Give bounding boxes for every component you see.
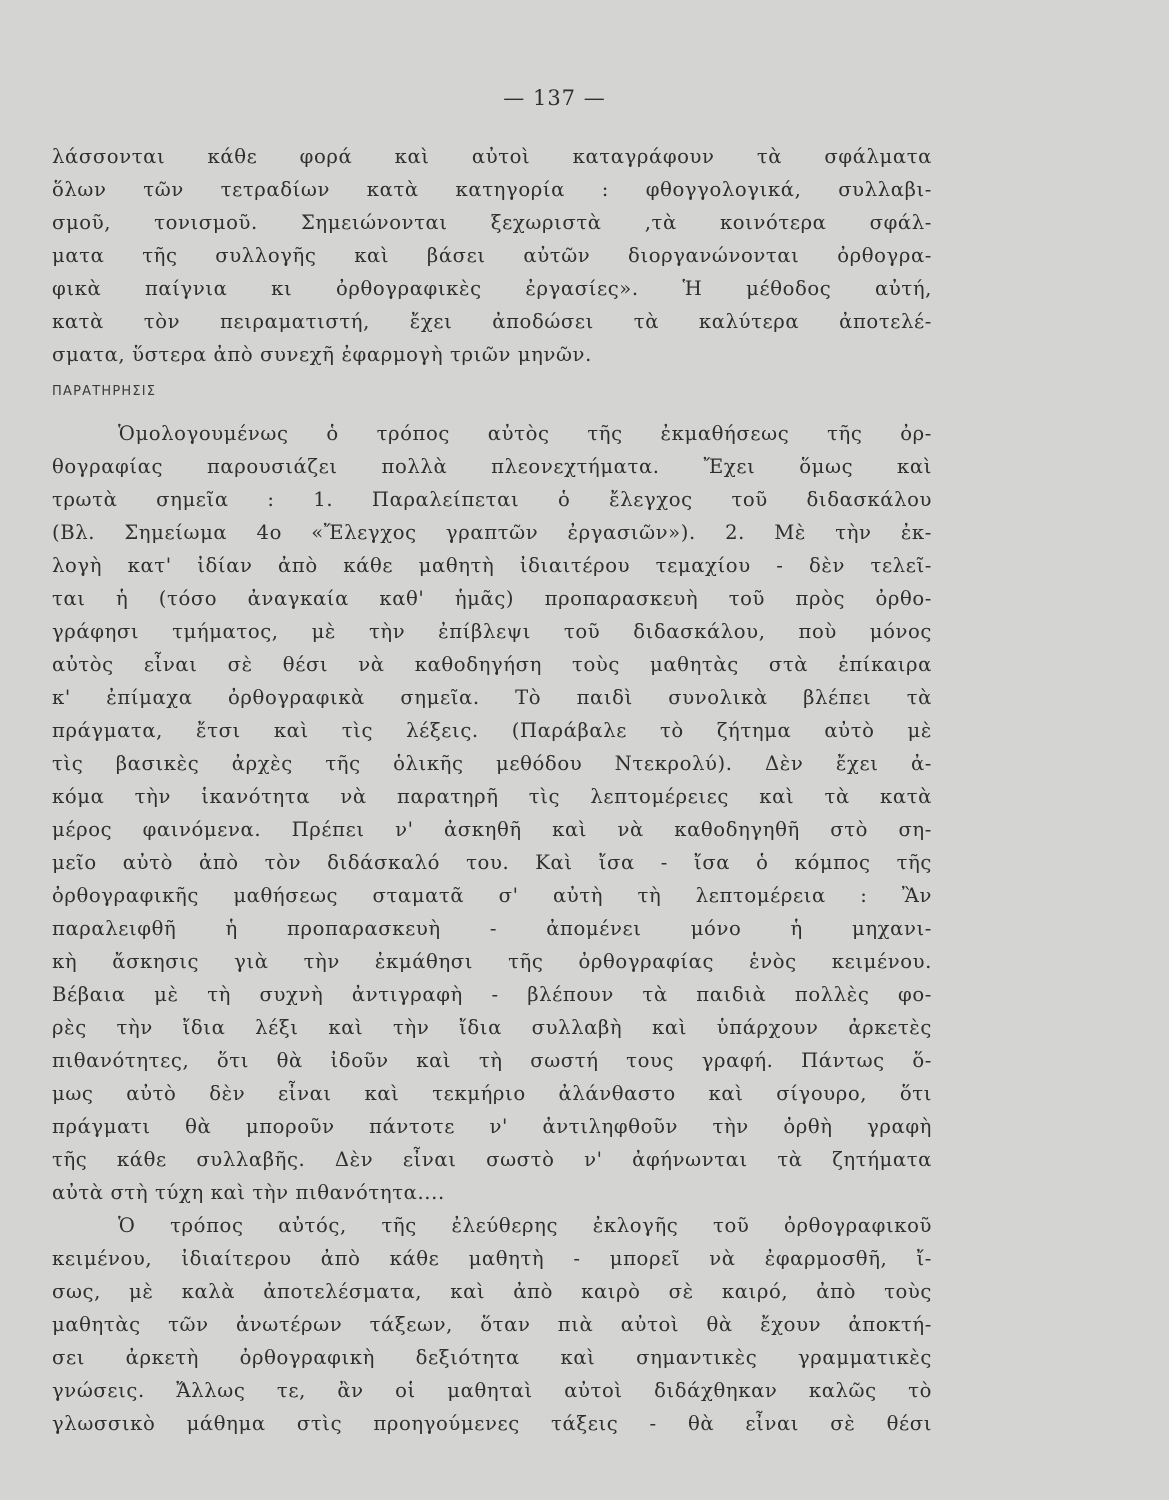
text-line: μεῖο αὐτὸ ἀπὸ τὸν διδάσκαλό του. Καὶ ἴσα - ἴσα ὁ κόμπος τῆς [52, 851, 932, 874]
text-line: γλωσσικὸ μάθημα στὶς προηγούμενες τάξεις - θὰ εἶναι σὲ θέσι [52, 1412, 932, 1435]
text-line: ρὲς τὴν ἴδια λέξι καὶ τὴν ἴδια συλλαβὴ καὶ ὑπάρχουν ἀρκετὲς [52, 1016, 932, 1039]
text-line: ὀρθογραφικῆς μαθήσεως σταματᾶ σ' αὐτὴ τὴ λεπτομέρεια : Ἂν [52, 884, 932, 907]
page-number: — 137 — [503, 86, 606, 110]
text-line: πιθανότητες, ὅτι θὰ ἰδοῦν καὶ τὴ σωστή τους γραφή. Πάντως ὅ- [52, 1049, 932, 1072]
text-line: ματα τῆς συλλογῆς καὶ βάσει αὐτῶν διοργανώνονται ὀρθογρα- [52, 244, 932, 267]
text-line: λάσσονται κάθε φορά καὶ αὐτοὶ καταγράφουν τὰ σφάλματα [52, 145, 932, 168]
text-line: τὶς βασικὲς ἀρχὲς τῆς ὁλικῆς μεθόδου Ντεκρολύ). Δὲν ἔχει ἀ- [52, 752, 932, 775]
text-line: θογραφίας παρουσιάζει πολλὰ πλεονεχτήματα. Ἔχει ὅμως καὶ [52, 455, 932, 478]
text-line: Ὁμολογουμένως ὁ τρόπος αὐτὸς τῆς ἐκμαθήσεως τῆς ὀρ- [118, 422, 932, 445]
text-line: πράγματα, ἔτσι καὶ τὶς λέξεις. (Παράβαλε τὸ ζήτημα αὐτὸ μὲ [52, 719, 932, 742]
text-line: αὐτὰ στὴ τύχη καὶ τὴν πιθανότητα.... [52, 1181, 445, 1204]
text-line: ὅλων τῶν τετραδίων κατὰ κατηγορία : φθογγολογικά, συλλαβι- [52, 178, 932, 201]
text-line: (Βλ. Σημείωμα 4ο «Ἔλεγχος γραπτῶν ἐργασιῶν»). 2. Μὲ τὴν ἐκ- [52, 521, 932, 544]
text-line: φικὰ παίγνια κι ὀρθογραφικὲς ἐργασίες». Ἡ μέθοδος αὐτή, [52, 277, 932, 300]
text-line: μέρος φαινόμενα. Πρέπει ν' ἀσκηθῆ καὶ νὰ καθοδηγηθῆ στὸ ση- [52, 818, 932, 841]
text-line: κὴ ἄσκησις γιὰ τὴν ἐκμάθησι τῆς ὀρθογραφίας ἑνὸς κειμένου. [52, 950, 932, 973]
paragraph-continuation [52, 140, 932, 371]
text-line: κ' ἐπίμαχα ὀρθογραφικὰ σημεῖα. Τὸ παιδὶ συνολικὰ βλέπει τὰ [52, 686, 932, 709]
text-line: κειμένου, ἰδιαίτερου ἀπὸ κάθε μαθητὴ - μπορεῖ νὰ ἐφαρμοσθῆ, ἴ- [52, 1247, 932, 1270]
text-line: τρωτὰ σημεῖα : 1. Παραλείπεται ὁ ἔλεγχος τοῦ διδασκάλου [52, 488, 932, 511]
text-line: μαθητὰς τῶν ἀνωτέρων τάξεων, ὅταν πιὰ αὐτοὶ θὰ ἔχουν ἀποκτή- [52, 1313, 932, 1336]
text-line: τῆς κάθε συλλαβῆς. Δὲν εἶναι σωστὸ ν' ἀφήνωνται τὰ ζητήματα [52, 1148, 932, 1171]
remarks-paragraph [52, 417, 932, 1440]
text-line: λογὴ κατ' ἰδίαν ἀπὸ κάθε μαθητὴ ἰδιαιτέρου τεμαχίου - δὲν τελεῖ- [52, 554, 932, 577]
text-line: κατὰ τὸν πειραματιστή, ἔχει ἀποδώσει τὰ καλύτερα ἀποτελέ- [52, 310, 932, 333]
text-line: πράγματι θὰ μποροῦν πάντοτε ν' ἀντιληφθοῦν τὴν ὀρθὴ γραφὴ [52, 1115, 932, 1138]
text-line: Ὁ τρόπος αὐτός, τῆς ἐλεύθερης ἐκλογῆς τοῦ ὀρθογραφικοῦ [118, 1214, 932, 1237]
text-line: κόμα τὴν ἱκανότητα νὰ παρατηρῆ τὶς λεπτομέρειες καὶ τὰ κατὰ [52, 785, 932, 808]
text-line: σει ἀρκετὴ ὀρθογραφικὴ δεξιότητα καὶ σημαντικὲς γραμματικὲς [52, 1346, 932, 1369]
text-line: γνώσεις. Ἄλλως τε, ἂν οἱ μαθηταὶ αὐτοὶ διδάχθηκαν καλῶς τὸ [52, 1379, 932, 1402]
section-heading: ΠΑΡΑΤΗΡΗΣΙΣ [52, 384, 157, 399]
text-line: παραλειφθῆ ἡ προπαρασκευὴ - ἀπομένει μόνο ἡ μηχανι- [52, 917, 932, 940]
text-line: σματα, ὕστερα ἀπὸ συνεχῆ ἐφαρμογὴ τριῶν μηνῶν. [52, 343, 592, 366]
text-line: αὐτὸς εἶναι σὲ θέσι νὰ καθοδηγήση τοὺς μαθητὰς στὰ ἐπίκαιρα [52, 653, 932, 676]
text-line: σως, μὲ καλὰ ἀποτελέσματα, καὶ ἀπὸ καιρὸ σὲ καιρό, ἀπὸ τοὺς [52, 1280, 932, 1303]
text-line: ται ἡ (τόσο ἀναγκαία καθ' ἡμᾶς) προπαρασκευὴ τοῦ πρὸς ὀρθο- [52, 587, 932, 610]
text-line: Βέβαια μὲ τὴ συχνὴ ἀντιγραφὴ - βλέπουν τὰ παιδιὰ πολλὲς φο- [52, 983, 932, 1006]
text-line: μως αὐτὸ δὲν εἶναι καὶ τεκμήριο ἀλάνθαστο καὶ σίγουρο, ὅτι [52, 1082, 932, 1105]
text-line: γράφησι τμήματος, μὲ τὴν ἐπίβλεψι τοῦ διδασκάλου, ποὺ μόνος [52, 620, 932, 643]
text-line: σμοῦ, τονισμοῦ. Σημειώνονται ξεχωριστὰ ,τὰ κοινότερα σφάλ- [52, 211, 932, 234]
